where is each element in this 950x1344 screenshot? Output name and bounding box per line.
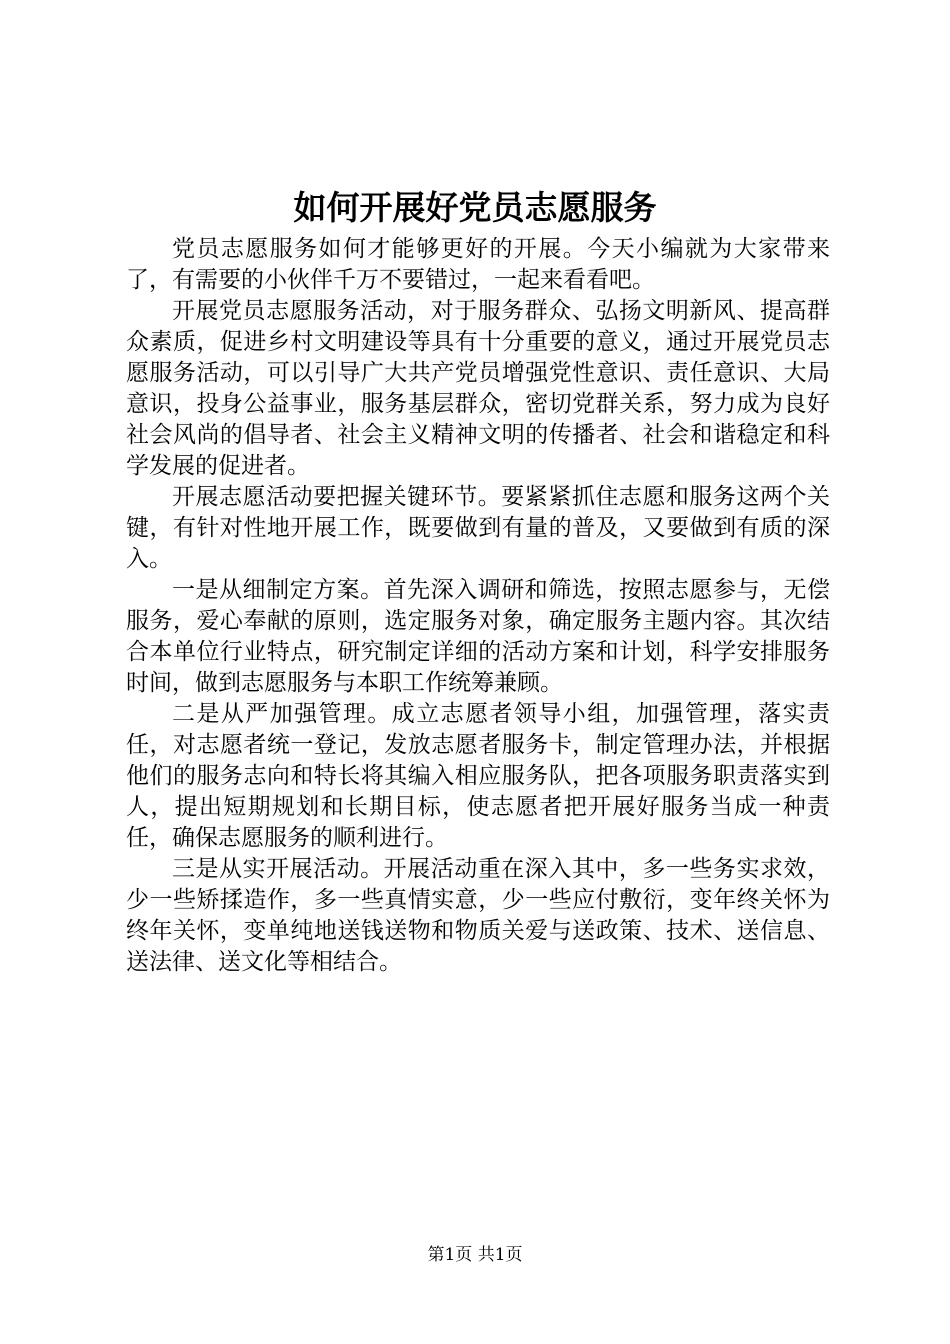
paragraph-plan: 一是从细制定方案。首先深入调研和筛选，按照志愿参与，无偿服务，爱心奉献的原则，选定服务对象，确定服务主题内容。其次结合本单位行业特点，研究制定详细的活动方案和计划，科学安排服务时间，做到志愿服务与本职工作统筹兼顾。: [126, 577, 830, 696]
paragraph-key-links: 开展志愿活动要把握关键环节。要紧紧抓住志愿和服务这两个关键，有针对性地开展工作，既要做到有量的普及，又要做到有质的深入。: [126, 484, 830, 572]
paragraph-intro: 党员志愿服务如何才能够更好的开展。今天小编就为大家带来了，有需要的小伙伴千万不要错过，一起来看看吧。: [126, 236, 830, 293]
paragraph-activities: 三是从实开展活动。开展活动重在深入其中，多一些务实求效，少一些矫揉造作，多一些真情实意，少一些应付敷衍，变年终关怀为终年关怀，变单纯地送钱送物和物质关爱与送政策、技术、送信息、送法律、送文化等相结合。: [126, 856, 830, 975]
paragraph-management: 二是从严加强管理。成立志愿者领导小组，加强管理，落实责任，对志愿者统一登记，发放志愿者服务卡，制定管理办法，并根据他们的服务志向和特长将其编入相应服务队，把各项服务职责落实到人，提出短期规划和长期目标，使志愿者把开展好服务当成一种责任，确保志愿服务的顺利进行。: [126, 701, 830, 851]
document-body: [126, 234, 830, 978]
paragraph-significance: 开展党员志愿服务活动，对于服务群众、弘扬文明新风、提高群众素质，促进乡村文明建设等具有十分重要的意义，通过开展党员志愿服务活动，可以引导广大共产党员增强党性意识、责任意识、大局意识，投身公益事业，服务基层群众，密切党群关系，努力成为良好社会风尚的倡导者、社会主义精神文明的传播者、社会和谐稳定和科学发展的促进者。: [126, 298, 830, 479]
document-title: 如何开展好党员志愿服务: [293, 188, 657, 227]
page-number-footer: 第1页 共1页: [427, 1245, 523, 1265]
